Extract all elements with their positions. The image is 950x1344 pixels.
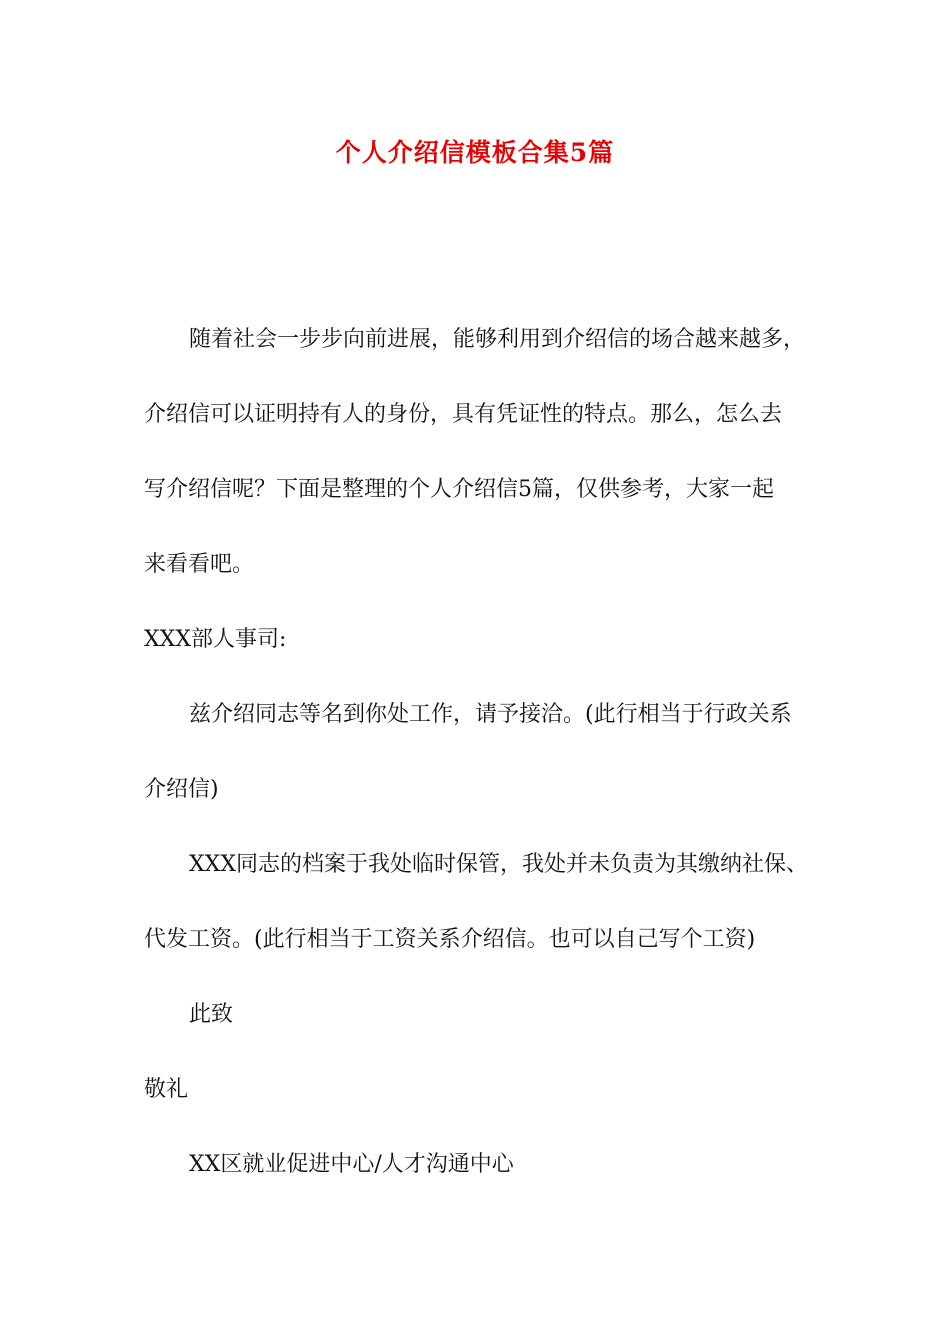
intro-line-4: 来看看吧。 [144, 552, 255, 577]
closing-line: 此致 [189, 1002, 234, 1027]
signature-line: XX区就业促进中心/人才沟通中心 [189, 1152, 514, 1177]
body-line-3: XXX同志的档案于我处临时保管，我处并未负责为其缴纳社保、 [189, 852, 808, 877]
salutation-line: 敬礼 [144, 1077, 189, 1102]
body-line-2: 介绍信) [144, 777, 219, 802]
recipient-line: XXX部人事司: [144, 627, 287, 652]
intro-line-3: 写介绍信呢？下面是整理的个人介绍信5篇，仅供参考，大家一起 [144, 477, 774, 502]
body-line-1: 兹介绍同志等名到你处工作，请予接洽。(此行相当于行政关系 [189, 702, 792, 727]
intro-line-2: 介绍信可以证明持有人的身份，具有凭证性的特点。那么，怎么去 [144, 402, 783, 427]
intro-line-1: 随着社会一步步向前进展，能够利用到介绍信的场合越来越多， [189, 327, 806, 352]
document-title: 个人介绍信模板合集5篇 [335, 138, 615, 167]
body-line-4: 代发工资。(此行相当于工资关系介绍信。也可以自己写个工资) [144, 927, 756, 952]
